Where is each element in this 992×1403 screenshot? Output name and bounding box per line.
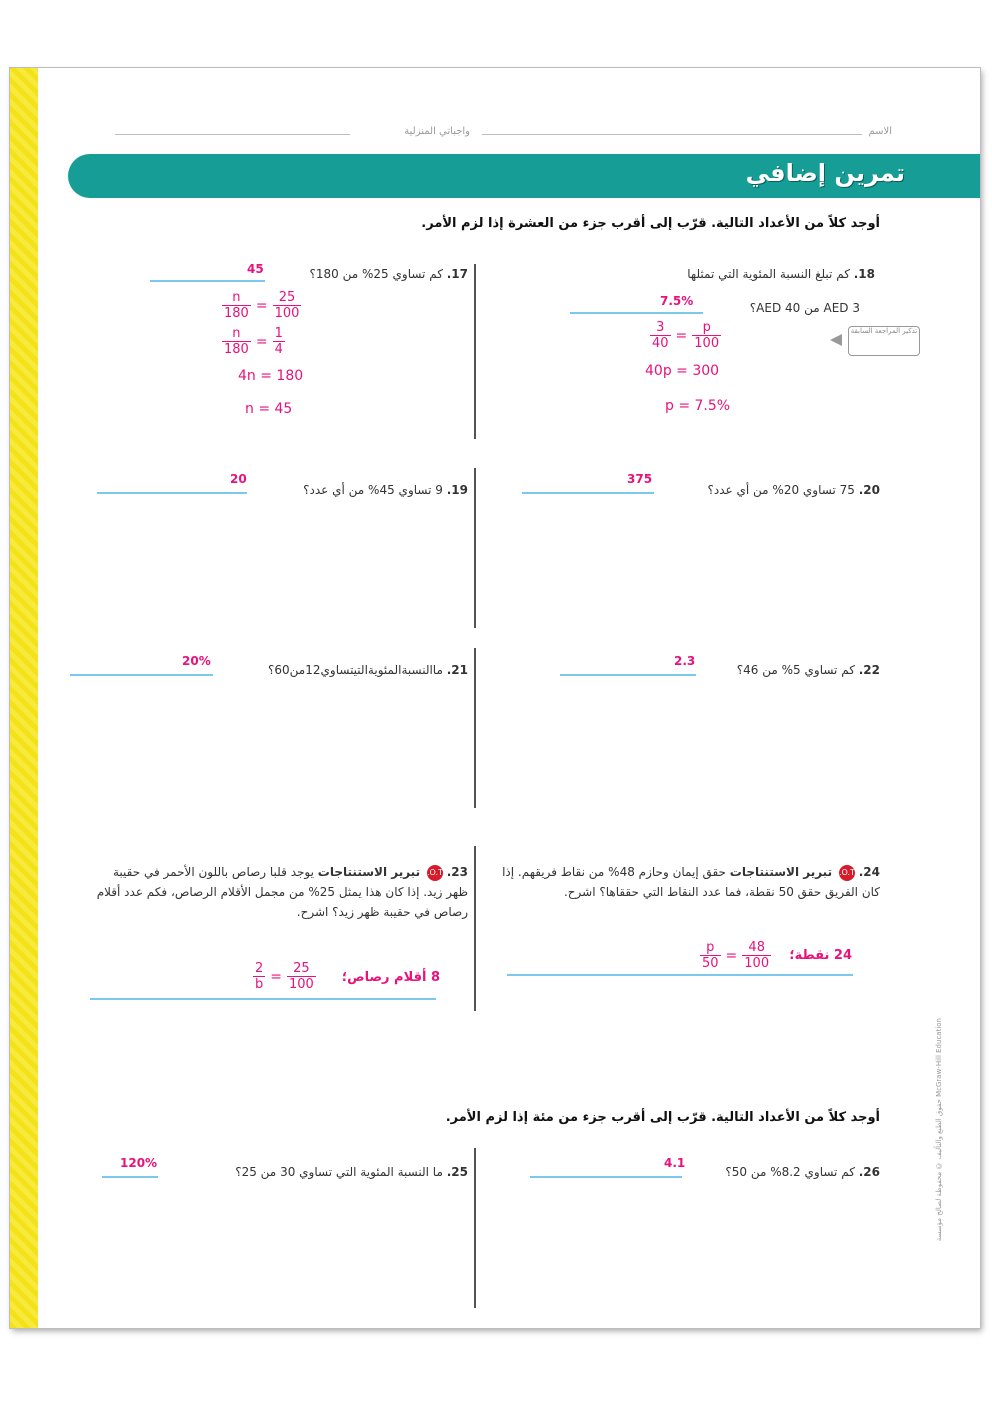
worksheet-page <box>10 68 980 1328</box>
instruction-1: أوجد كلاً من الأعداد التالية. قرّب إلى أقرب جزء من العشرة إذا لزم الأمر. <box>421 216 880 231</box>
work-17-line3: 4n = 180 <box>238 368 304 384</box>
question-24: 24. H.O.T تبرير الاستنتاجات حقق إيمان وحازم 48% من نقاط فريقهم. إذا كان الفريق حقق 50 نقطة، فما عدد النقاط التي حققاها؟ اشرح. <box>502 865 880 899</box>
name-label: الاسم <box>868 126 892 137</box>
homework-line <box>115 134 350 135</box>
work-24-proportion: $\frac{p}{50}$ = $\frac{48}{100}$ <box>702 940 770 971</box>
work-17-line4: n = 45 <box>245 401 293 417</box>
question-18-line2: 3 AED من 40 AED؟ <box>749 301 860 315</box>
answer-20: 375 <box>627 472 653 486</box>
question-23: 23. H.O.T تبرير الاستنتاجات يوجد قلبا رصاص باللون الأحمر في حقيبة ظهر زيد. إذا كان هذا يمثل 25% من مجمل الأقلام الرصاص، فكم عدد أقلام رصاص في حقيبة ظهر زيد؟ اشرح. <box>96 865 468 919</box>
copyright-sidebar: حقوق الطبع والتأليف © محفوظة لصالح مؤسسة McGraw-Hill Education <box>935 1018 943 1242</box>
yellow-margin-stripe <box>10 68 38 1328</box>
work-18-line2: 40p = 300 <box>645 363 720 379</box>
answer-line-22 <box>560 674 696 676</box>
work-23-proportion: $\frac{2}{b}$ = $\frac{25}{100}$ <box>255 961 314 992</box>
question-18: 18. كم تبلغ النسبة المئوية التي تمثلها <box>687 267 875 281</box>
answer-line-20 <box>522 492 654 494</box>
page-title: تمرين إضافي <box>745 159 905 187</box>
work-17-proportion-2: $\frac{n}{180}$ = $\frac{1}{4}$ <box>224 326 283 357</box>
question-21: 21. ماالنسبةالمئويةالتيتساوي12من60؟ <box>268 663 468 677</box>
arrow-left-icon <box>830 334 842 346</box>
answer-line-18 <box>570 312 703 314</box>
column-divider <box>474 648 476 808</box>
question-20: 20. 75 تساوي 20% من أي عدد؟ <box>707 483 880 497</box>
work-18-line3: p = 7.5% <box>665 398 731 414</box>
name-line <box>482 134 862 135</box>
column-divider <box>474 468 476 628</box>
answer-17: 45 <box>247 262 264 276</box>
instruction-2: أوجد كلاً من الأعداد التالية. قرّب إلى أقرب جزء من مئة إذا لزم الأمر. <box>445 1110 880 1125</box>
answer-line-26 <box>530 1176 682 1178</box>
work-17-proportion-1: $\frac{n}{180}$ = $\frac{25}{100}$ <box>224 290 300 321</box>
column-divider <box>474 846 476 1011</box>
answer-24: 24 نقطة؛ <box>789 948 852 963</box>
answer-line-24 <box>507 974 853 976</box>
question-25: 25. ما النسبة المئوية التي تساوي 30 من 25؟ <box>235 1165 468 1179</box>
answer-25: 120% <box>120 1156 158 1170</box>
answer-19: 20 <box>230 472 247 486</box>
question-17: 17. كم تساوي 25% من 180؟ <box>309 267 468 281</box>
answer-21: 20% <box>182 654 211 668</box>
answer-line-17 <box>150 280 265 282</box>
answer-23: 8 أقلام رصاص؛ <box>341 970 440 985</box>
answer-line-23 <box>90 998 436 1000</box>
question-22: 22. كم تساوي 5% من 46؟ <box>736 663 880 677</box>
review-callout: تذكير المراجعة السابقة <box>848 326 920 356</box>
homework-label: واجباتي المنزلية <box>404 126 470 137</box>
answer-line-19 <box>97 492 247 494</box>
answer-22: 2.3 <box>674 654 696 668</box>
question-26: 26. كم تساوي 8.2% من 50؟ <box>725 1165 880 1179</box>
hot-badge-icon: H.O.T <box>839 865 855 881</box>
column-divider <box>474 1148 476 1308</box>
work-18-proportion: $\frac{3}{40}$ = $\frac{p}{100}$ <box>652 320 720 351</box>
answer-line-25 <box>102 1176 158 1178</box>
answer-18: 7.5% <box>660 294 694 308</box>
answer-26: 4.1 <box>664 1156 686 1170</box>
hot-badge-icon: H.O.T <box>427 865 443 881</box>
column-divider <box>474 264 476 439</box>
question-19: 19. 9 تساوي 45% من أي عدد؟ <box>303 483 468 497</box>
answer-line-21 <box>70 674 213 676</box>
